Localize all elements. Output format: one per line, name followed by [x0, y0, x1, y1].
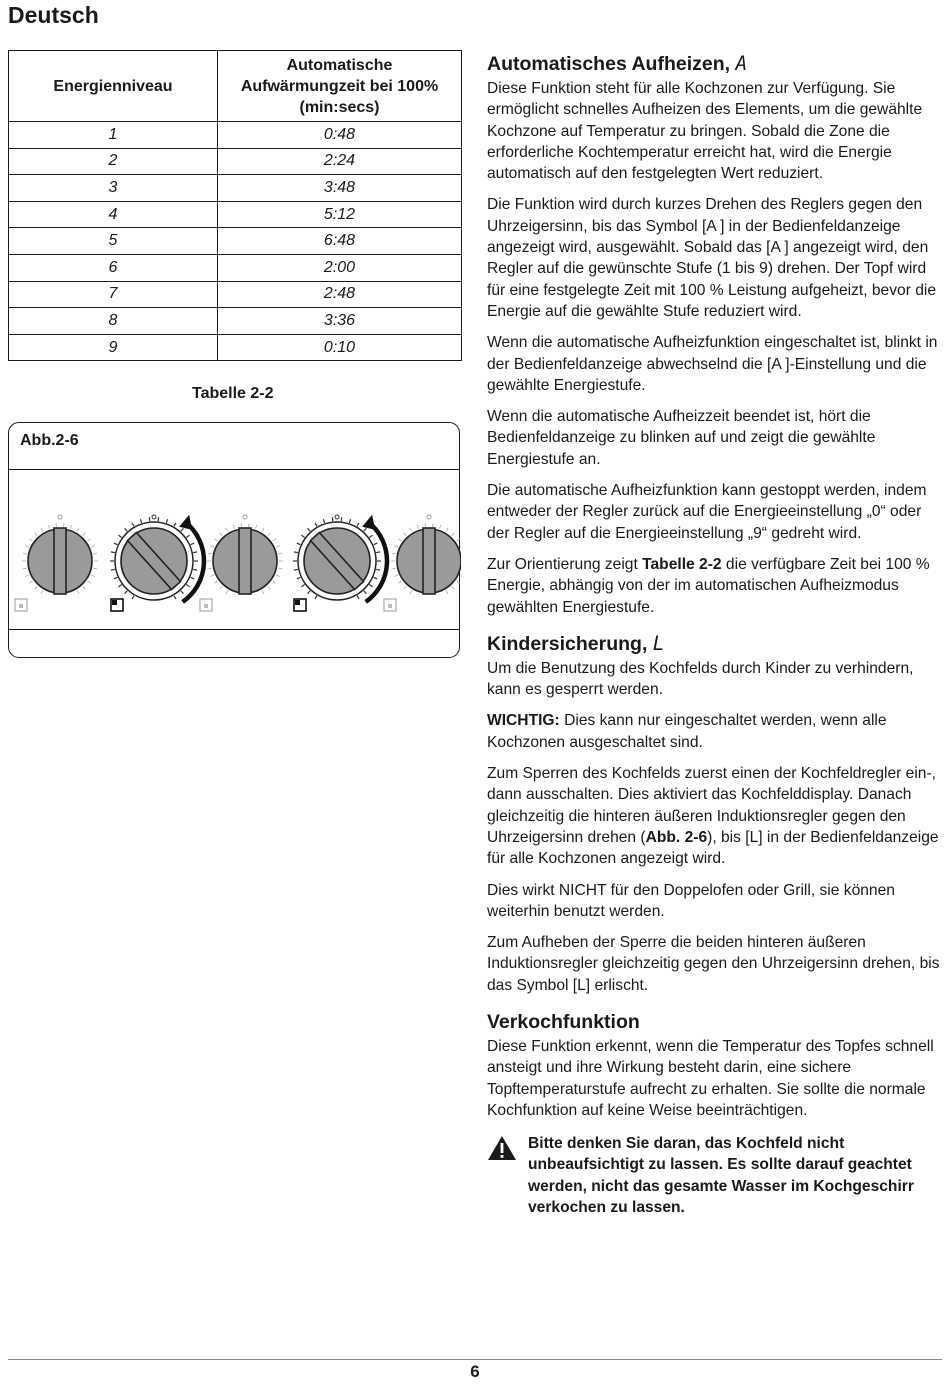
figure-frame — [8, 422, 460, 658]
cell-heat-time: 5:12 — [218, 201, 462, 228]
cell-energy-level: 4 — [9, 201, 218, 228]
auto-heat-paragraph-4: Wenn die automatische Aufheizzeit beendet ist, hört die Bedienfeldanzeige zu blinken auf und zeigt die gewählte Energiestufe an. — [487, 408, 876, 468]
cell-energy-level: 2 — [9, 148, 218, 175]
table-caption: Tabelle 2-2 — [192, 385, 274, 402]
child-lock-paragraph-1: Um die Benutzung des Kochfelds durch Kinder zu verhindern, kann es gesperrt werden. — [487, 659, 914, 699]
cell-heat-time: 0:48 — [218, 122, 462, 149]
energy-table — [8, 50, 462, 361]
control-knob — [15, 515, 98, 611]
control-knobs-illustration — [9, 423, 461, 659]
control-knob — [384, 515, 461, 611]
auto-heat-paragraph-3: Wenn die automatische Aufheizfunktion eingeschaltet ist, blinkt in der Bedienfeldanzeige abwechselnd die [A ]-Einstellung und die gewählte Energiestufe. — [487, 334, 938, 394]
cell-energy-level: 7 — [9, 281, 218, 308]
table-row — [9, 254, 462, 281]
table-row — [9, 122, 462, 149]
child-lock-paragraph-2: WICHTIG: Dies kann nur eingeschaltet werden, wenn alle Kochzonen ausgeschaltet sind. — [487, 712, 887, 751]
child-lock-paragraph-4: Dies wirkt NICHT für den Doppelofen oder Grill, sie können weiterhin benutzt werden. — [487, 881, 895, 920]
auto-heat-symbol: A — [735, 52, 748, 75]
child-lock-symbol: L — [652, 631, 665, 655]
boil-paragraph-1: Diese Funktion erkennt, wenn die Temperatur des Topfes schnell ansteigt und ihre Wirkung besteht darin, eine sichere Topftemperaturstufe aufrecht zu erhalten. Sie sollte die normale Kochfunktion auf keine Weise beeinträchtigen. — [487, 1037, 934, 1119]
table-row — [9, 308, 462, 335]
cell-energy-level: 8 — [9, 308, 218, 335]
control-knob — [293, 515, 387, 611]
language-heading: Deutsch — [8, 2, 99, 28]
heading-auto-heat: Automatisches Aufheizen, A — [487, 52, 748, 75]
right-column — [487, 52, 943, 1218]
cell-heat-time: 2:48 — [218, 281, 462, 308]
heading-child-lock: Kindersicherung, L — [487, 631, 665, 655]
cell-energy-level: 5 — [9, 228, 218, 255]
cell-heat-time: 2:24 — [218, 148, 462, 175]
cell-energy-level: 1 — [9, 122, 218, 149]
cell-energy-level: 3 — [9, 175, 218, 202]
heading-boil-function: Verkochfunktion — [487, 1010, 640, 1033]
auto-heat-paragraph-1: Diese Funktion steht für alle Kochzonen zur Verfügung. Sie ermöglicht schnelles Aufheizen des Elements, um die gewählte Kochzone auf Temperatur zu bringen. Sobald die Zone die erforderliche Kochtemperatur erreicht hat, wird die Energie automatisch auf den festgelegten Wert reduziert. — [487, 80, 923, 183]
column-header-time: Automatische Aufwärmungzeit bei 100% (min:secs) — [218, 51, 462, 122]
warning-icon — [487, 1135, 517, 1161]
page-number: 6 — [470, 1362, 480, 1381]
cell-energy-level: 6 — [9, 254, 218, 281]
control-knob — [200, 515, 283, 611]
table-row — [9, 175, 462, 202]
table-header-row — [9, 51, 462, 122]
auto-heat-paragraph-5: Die automatische Aufheizfunktion kann gestoppt werden, indem entweder der Regler zurück auf die Energieeinstellung „0“ oder der Regler auf die Energieeinstellung „9“ gedreht wird. — [487, 482, 927, 542]
table-body — [9, 122, 462, 361]
auto-heat-paragraph-2: Die Funktion wird durch kurzes Drehen des Reglers gegen den Uhrzeigersinn, bis das Symbol [A ] in der Bedienfeldanzeige angezeigt wird, ausgewählt. Sobald das [A ] angezeigt wird, den Regler auf die gewünschte Stufe (1 bis 9) drehen. Der Topf wird für eine festgelegte Zeit mit 100 % Leistung aufgeheizt, bevor die Energie auf die gewählte Stufe reduziert wird. — [487, 196, 937, 320]
table-row — [9, 228, 462, 255]
child-lock-paragraph-5: Zum Aufheben der Sperre die beiden hinteren äußeren Induktionsregler gleichzeitig gegen den Uhrzeigersinn drehen, bis das Symbol [L] erlischt. — [487, 934, 940, 994]
footer-divider — [8, 1359, 942, 1360]
child-lock-paragraph-3: Zum Sperren des Kochfelds zuerst einen der Kochfeldregler ein-, dann ausschalten. Dies aktiviert das Kochfelddisplay. Danach gleichzeitig die hinteren äußeren Induktionsregler gegen den Uhrzeigersinn drehen (Abb. 2-6), bis [L] in der Bedienfeldanzeige für alle Kochzonen angezeigt wird. — [487, 765, 939, 868]
table-row — [9, 334, 462, 361]
cell-heat-time: 6:48 — [218, 228, 462, 255]
cell-heat-time: 3:36 — [218, 308, 462, 335]
cell-heat-time: 2:00 — [218, 254, 462, 281]
cell-heat-time: 0:10 — [218, 334, 462, 361]
column-header-level: Energienniveau — [9, 51, 218, 122]
control-knob — [110, 515, 204, 611]
cell-heat-time: 3:48 — [218, 175, 462, 202]
auto-heat-paragraph-6: Zur Orientierung zeigt Tabelle 2-2 die verfügbare Zeit bei 100 % Energie, abhängig von der im automatischen Aufheizmodus gewählten Energiestufe. — [487, 555, 930, 616]
cell-energy-level: 9 — [9, 334, 218, 361]
table-row — [9, 281, 462, 308]
warning-block — [487, 1133, 943, 1218]
warning-text: Bitte denken Sie daran, das Kochfeld nicht unbeaufsichtigt zu lassen. Es sollte darauf geachtet werden, nicht das gesamte Wasser im Kochgeschirr verkochen zu lassen. — [528, 1135, 914, 1217]
figure-label: Abb.2-6 — [20, 432, 79, 449]
table-row — [9, 201, 462, 228]
table-row — [9, 148, 462, 175]
